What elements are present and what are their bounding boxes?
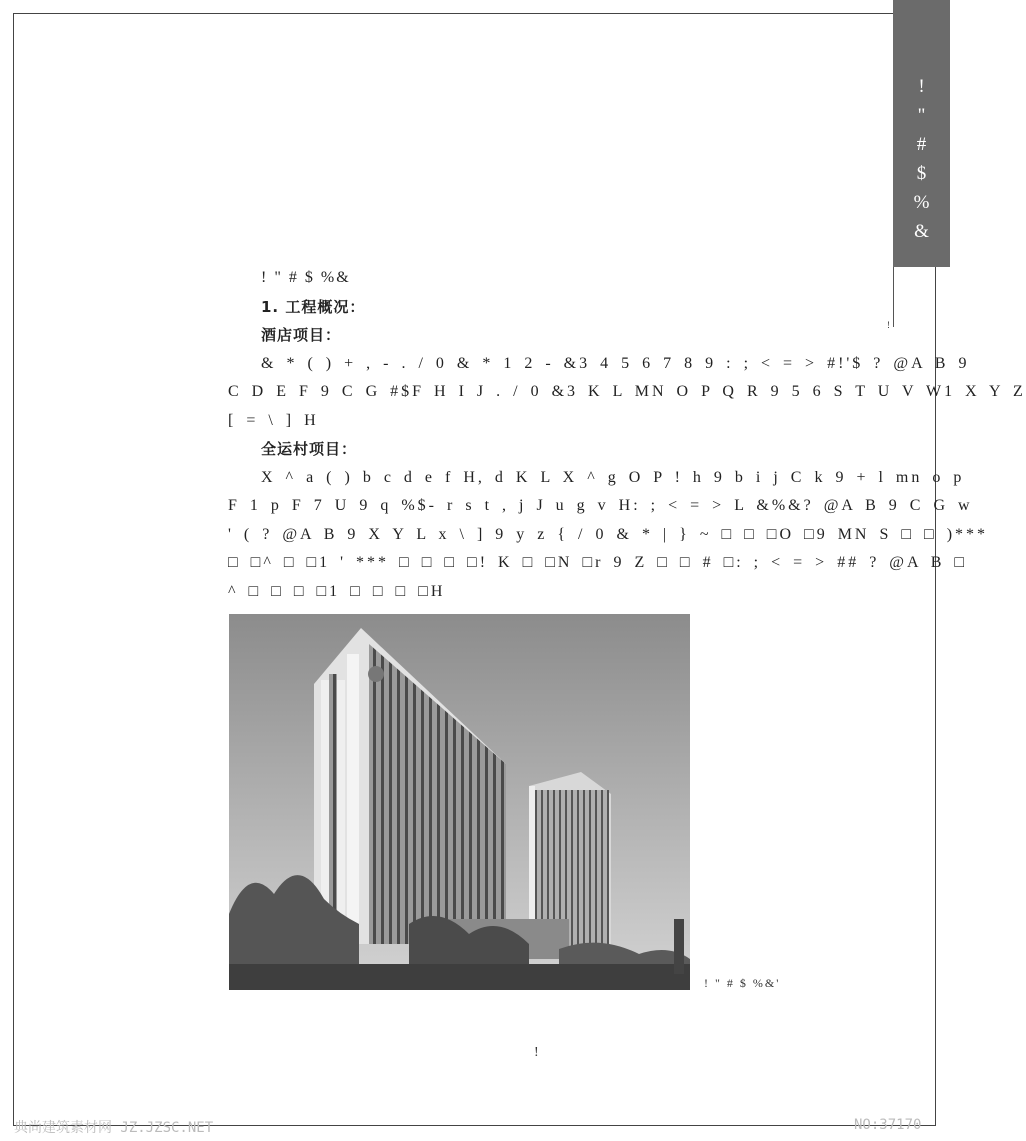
watermark-number: NO:37170	[854, 1117, 922, 1133]
hotel-paragraph-line: & * ( ) + , - . / 0 & * 1 2 - &3 4 5 6 7 8 9 : ; < = > #!'$ ? @A B 9	[261, 354, 970, 372]
heading-athletes-village-project: 全运村项目：	[261, 440, 358, 458]
side-tab-char: !	[918, 76, 925, 97]
side-tab-characters	[893, 72, 950, 246]
side-tab-rule	[893, 267, 894, 327]
village-paragraph-line: ^ □ □ □ □1 □ □ □ □H	[228, 582, 446, 600]
heading-project-overview: 1. 工程概况：	[261, 297, 366, 316]
village-paragraph-line: □ □^ □ □1 ' *** □ □ □ □! K □ □N □r 9 Z □ □ # □: ; < = > ## ? @A B □	[228, 554, 968, 571]
section-code: ! " # $ %&	[261, 269, 351, 286]
heading-hotel-project: 酒店项目：	[261, 326, 342, 344]
side-tab-char: %	[913, 192, 930, 213]
side-tab-char: "	[917, 105, 926, 126]
side-tab-char: #	[916, 134, 927, 155]
page-number: !	[534, 1045, 539, 1060]
hotel-towers-photo	[229, 614, 690, 990]
side-tab-char: $	[916, 163, 927, 184]
photo-caption: ! " # $ %&'	[704, 976, 781, 990]
side-tab-char: &	[914, 221, 929, 242]
watermark-site: 典尚建筑素材网 JZ.JZSC.NET	[14, 1120, 214, 1136]
village-paragraph-line: X ^ a ( ) b c d e f H, d K L X ^ g O P ! h 9 b i j C k 9 + l mn o p	[261, 468, 965, 486]
hotel-paragraph-line: C D E F 9 C G #$F H I J . / 0 &3 K L MN O P Q R 9 5 6 S T U V W1 X Y Z	[228, 383, 1026, 400]
hotel-paragraph-line: [ = \ ] H	[228, 411, 319, 429]
village-paragraph-line: F 1 p F 7 U 9 q %$- r s t , j J u g v H: ; < = > L &%&? @A B 9 C G w	[228, 497, 973, 514]
side-tab-mark: !	[887, 320, 890, 330]
village-paragraph-line: ' ( ? @A B 9 X Y L x \ ] 9 y z { / 0 & * | } ~ □ □ □O □9 MN S □ □ )***	[228, 525, 989, 543]
document-body	[228, 264, 1026, 606]
chapter-side-tab	[893, 0, 950, 267]
